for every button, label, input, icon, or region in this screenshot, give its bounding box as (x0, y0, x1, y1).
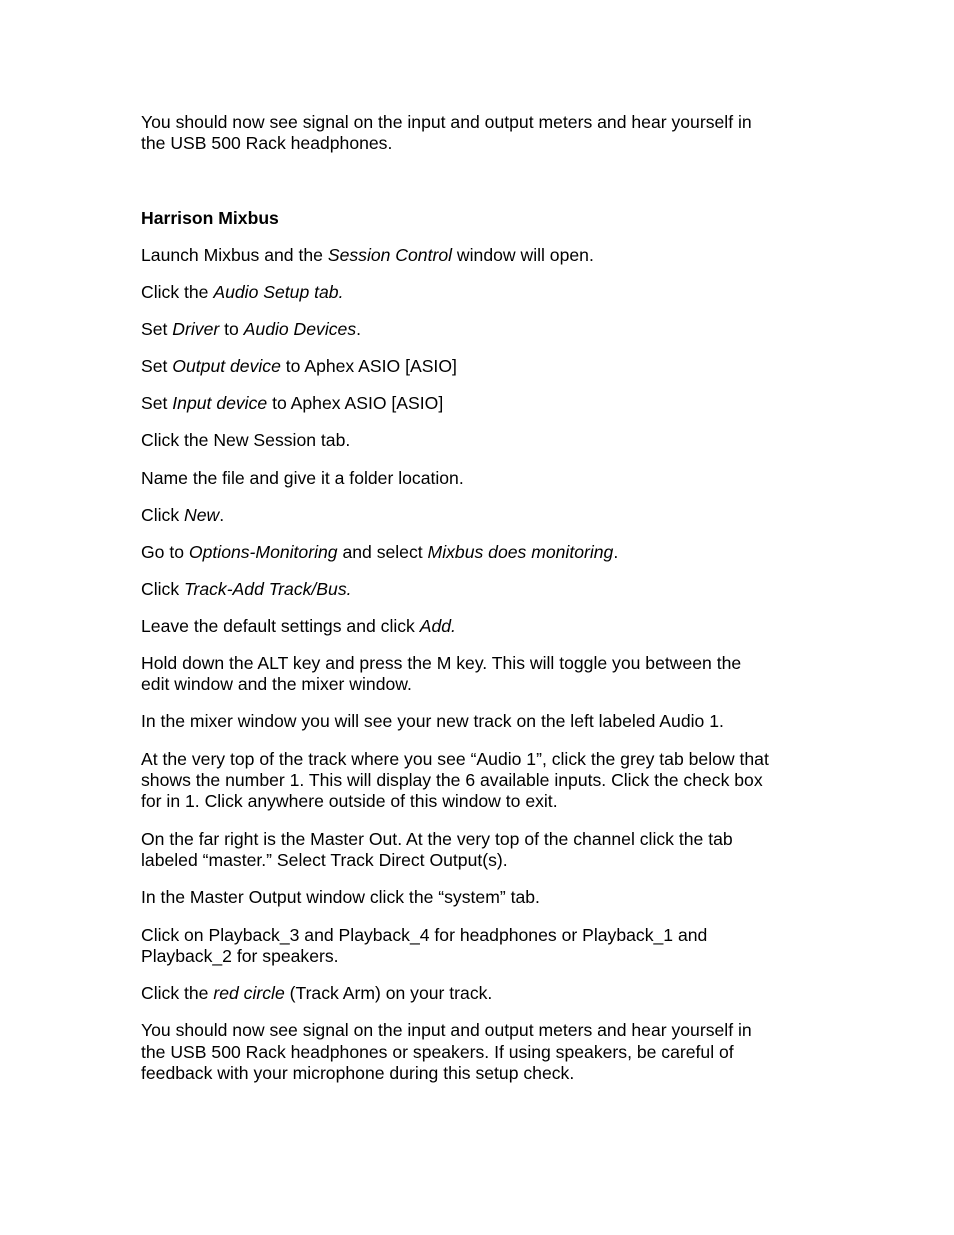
step-final-line-2: the USB 500 Rack headphones or speakers. If using speakers, be careful of (141, 1042, 734, 1062)
step-text: . (356, 319, 362, 339)
step-emphasis: Session Control (327, 245, 453, 265)
step-text: and select (337, 542, 428, 562)
step-grey-tab-line-3: for in 1. Click anywhere outside of this window to exit. (141, 791, 558, 811)
step-text: Click (141, 505, 185, 525)
step-text: Go to (141, 542, 189, 562)
step-text: Set (141, 393, 173, 413)
step-alt-m-line-1: Hold down the ALT key and press the M key. This will toggle you between the (141, 653, 742, 673)
step-final-line-3: feedback with your microphone during this setup check. (141, 1063, 575, 1083)
step-playback-line-2: Playback_2 for speakers. (141, 946, 339, 966)
step-launch (141, 245, 594, 266)
step-monitoring (141, 542, 618, 563)
step-emphasis: Input device (172, 393, 268, 413)
step-emphasis: Audio Devices (243, 319, 357, 339)
step-grey-tab-line-2: shows the number 1. This will display the 6 available inputs. Click the check box (141, 770, 763, 790)
intro-line-2: the USB 500 Rack headphones. (141, 133, 393, 153)
step-emphasis: Add. (419, 616, 456, 636)
step-emphasis: Mixbus does monitoring (427, 542, 614, 562)
step-emphasis: Track-Add Track/Bus. (184, 579, 352, 599)
step-text: to (219, 319, 244, 339)
step-emphasis: Output device (172, 356, 281, 376)
step-text: In the mixer window you will see your new track on the left labeled Audio 1. (141, 711, 724, 731)
step-text: (Track Arm) on your track. (284, 983, 493, 1003)
step-emphasis: Driver (172, 319, 220, 339)
step-text: Click the New Session tab. (141, 430, 351, 450)
step-text: Launch Mixbus and the (141, 245, 328, 265)
step-text: to Aphex ASIO [ASIO] (280, 356, 457, 376)
step-text: Name the file and give it a folder location. (141, 468, 464, 488)
step-text: In the Master Output window click the “system” tab. (141, 887, 540, 907)
intro-line-1: You should now see signal on the input and output meters and hear yourself in (141, 112, 752, 132)
step-input-device (141, 393, 443, 414)
step-alt-m-line-2: edit window and the mixer window. (141, 674, 412, 694)
step-track-arm (141, 983, 492, 1004)
step-emphasis: red circle (213, 983, 285, 1003)
step-text: Set (141, 356, 173, 376)
step-text: Click the (141, 282, 214, 302)
step-system-tab (141, 887, 540, 908)
step-audio-setup (141, 282, 343, 303)
step-default-settings (141, 616, 456, 637)
step-playback-line-1: Click on Playback_3 and Playback_4 for headphones or Playback_1 and (141, 925, 708, 945)
step-driver (141, 319, 361, 340)
step-text: Click (141, 579, 185, 599)
step-emphasis: Audio Setup tab. (213, 282, 344, 302)
step-grey-tab-line-1: At the very top of the track where you see “Audio 1”, click the grey tab below that (141, 749, 769, 769)
step-text: Set (141, 319, 173, 339)
step-emphasis: Options-Monitoring (188, 542, 338, 562)
step-mixer-window (141, 711, 724, 732)
step-new-session-tab (141, 430, 350, 451)
step-click-new (141, 505, 224, 526)
step-text: Click the (141, 983, 214, 1003)
step-text: to Aphex ASIO [ASIO] (267, 393, 444, 413)
section-heading: Harrison Mixbus (141, 208, 279, 228)
step-emphasis: New (184, 505, 220, 525)
step-final-line-1: You should now see signal on the input and output meters and hear yourself in (141, 1020, 752, 1040)
step-text: . (219, 505, 225, 525)
step-text: . (613, 542, 619, 562)
step-add-track (141, 579, 352, 600)
step-text: window will open. (452, 245, 594, 265)
step-output-device (141, 356, 457, 377)
step-master-out-line-2: labeled “master.” Select Track Direct Output(s). (141, 850, 508, 870)
step-name-file (141, 468, 464, 489)
step-master-out-line-1: On the far right is the Master Out. At the very top of the channel click the tab (141, 829, 733, 849)
step-text: Leave the default settings and click (141, 616, 420, 636)
